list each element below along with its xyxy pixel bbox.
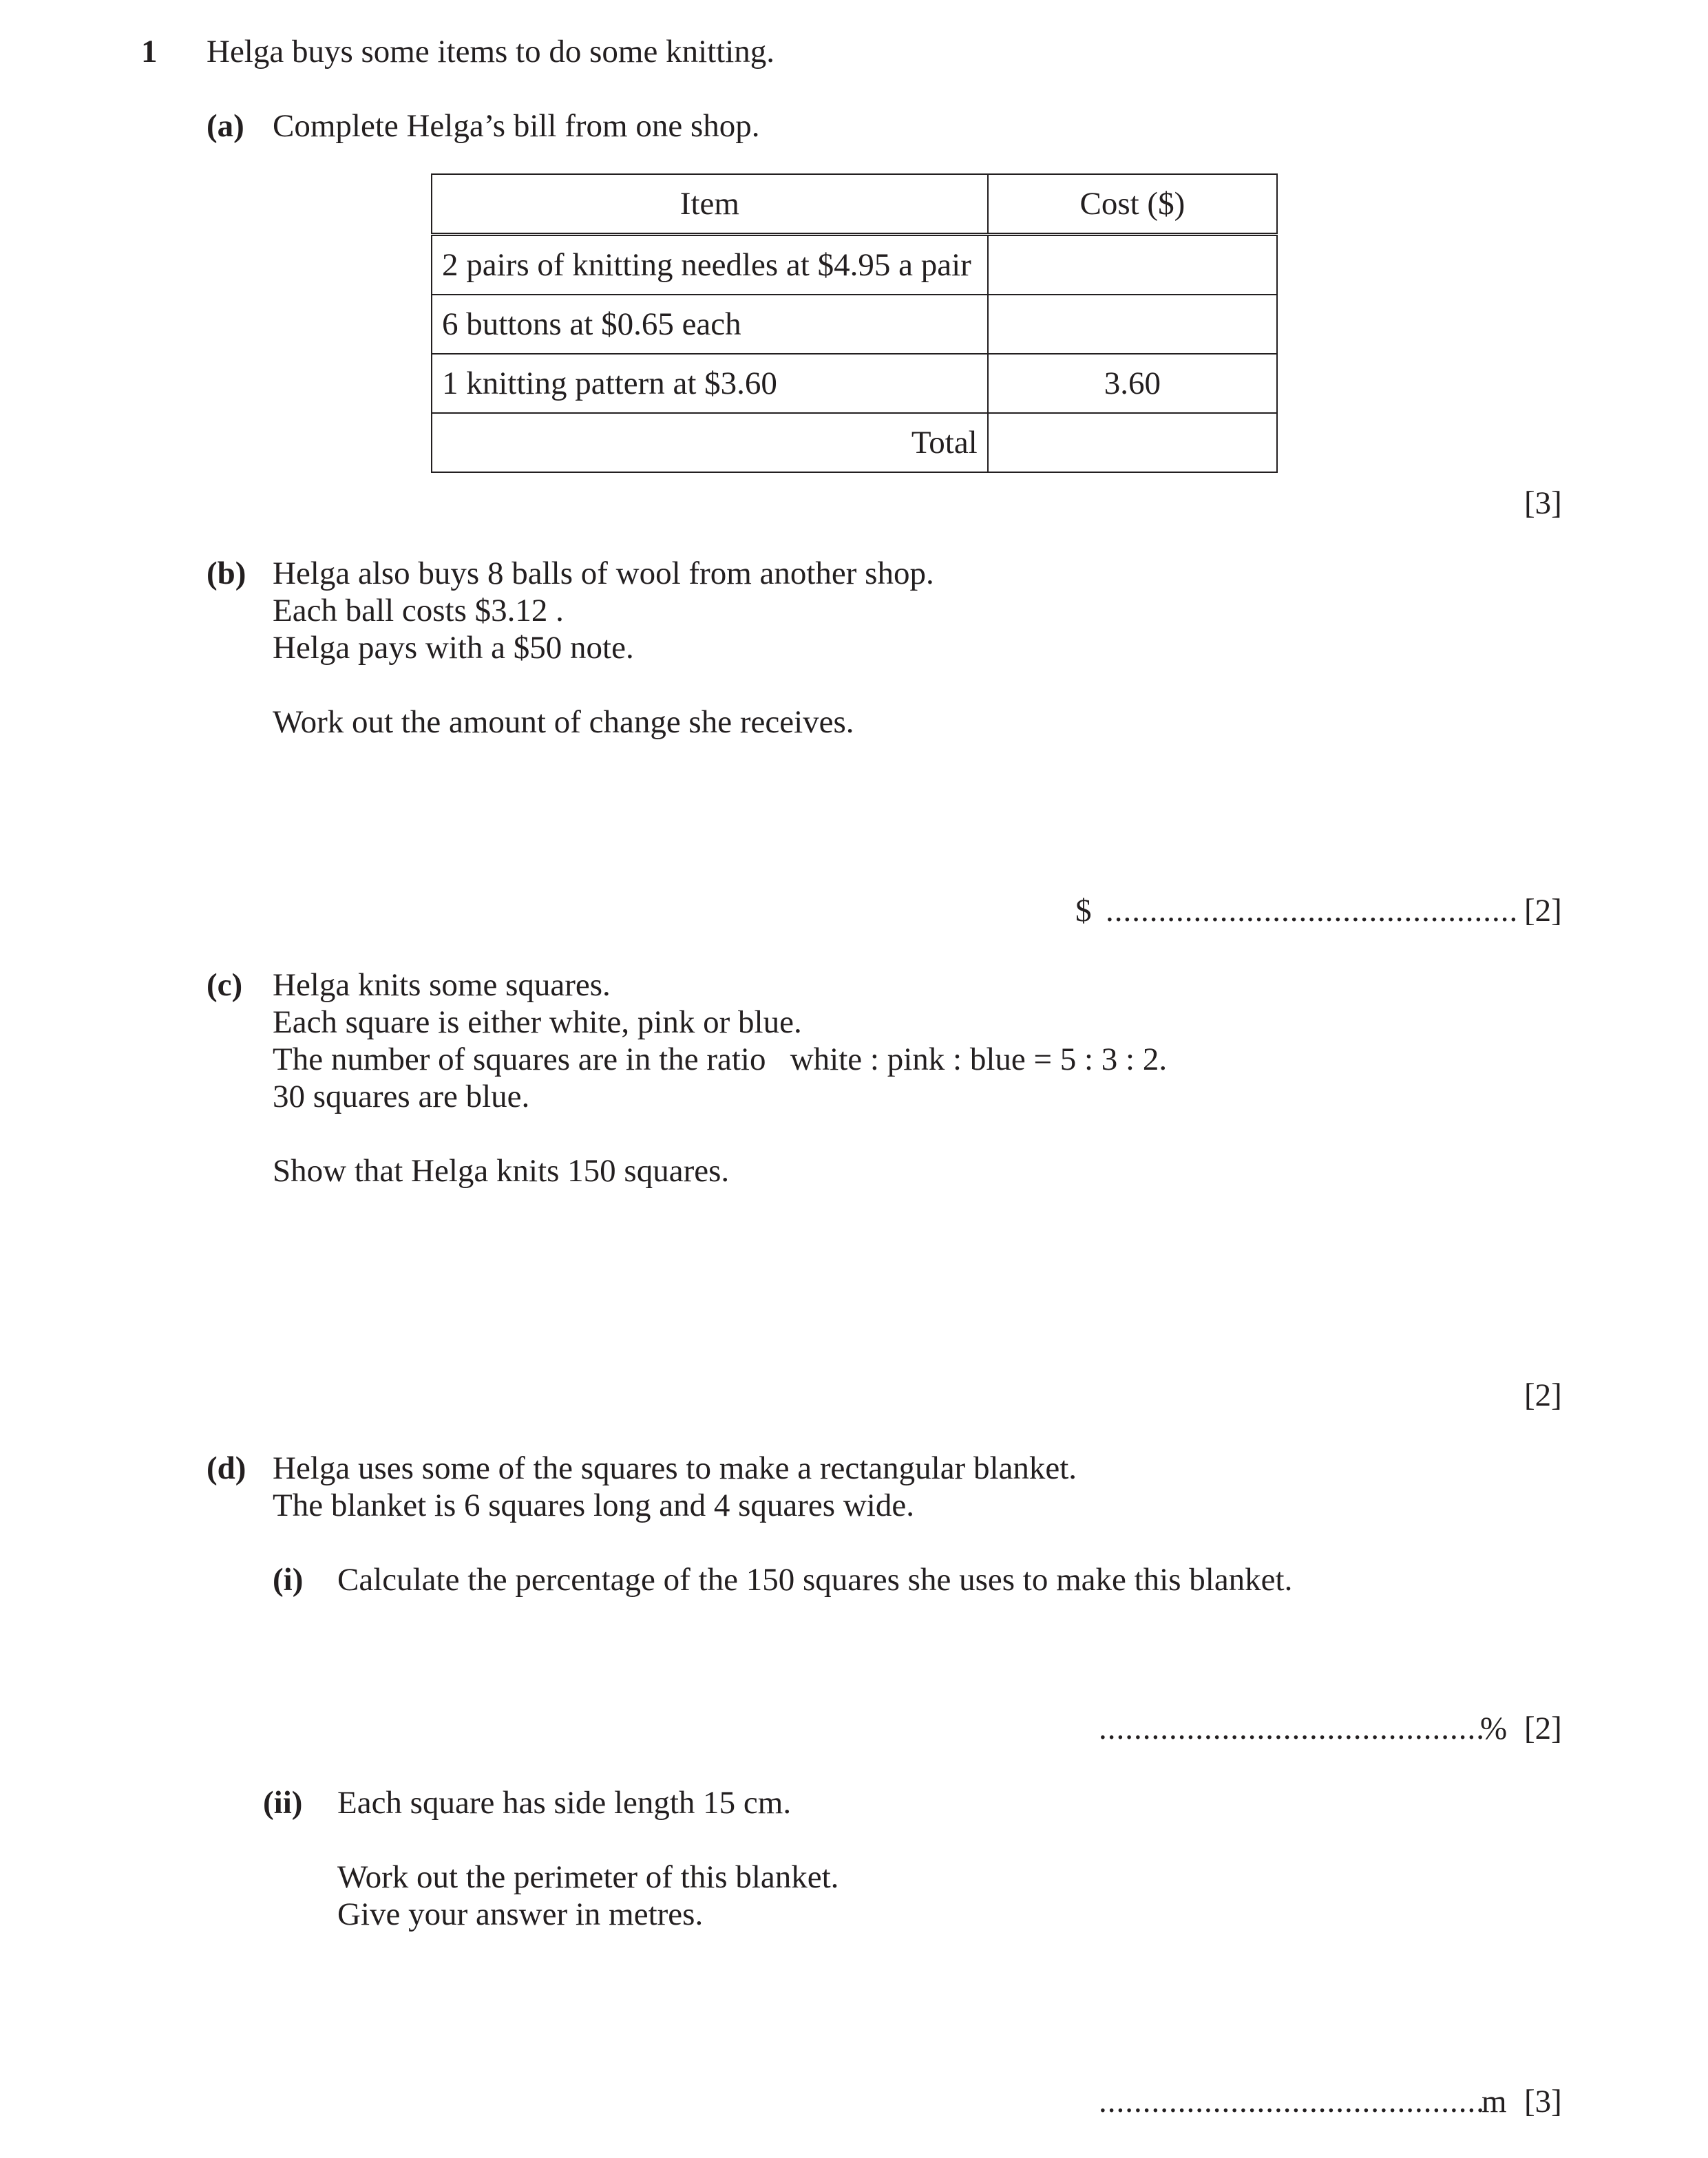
part-b-answer-prefix: $ [1075, 893, 1092, 929]
part-c-label: (c) [207, 967, 243, 1003]
table-row [432, 354, 1277, 413]
bill-table [431, 173, 1278, 473]
part-c-line-4: 30 squares are blue. [273, 1079, 530, 1114]
part-b-line-1: Helga also buys 8 balls of wool from another shop. [273, 556, 934, 591]
part-d-i-unit: % [1480, 1711, 1508, 1746]
part-d-i-answer-line[interactable]: ............................................ [1099, 1711, 1485, 1746]
table-total-row [432, 413, 1277, 472]
part-a-instruction: Complete Helga’s bill from one shop. [273, 108, 760, 144]
cost-input-cell[interactable] [988, 235, 1277, 295]
part-d-i-marks: [2] [1524, 1711, 1562, 1746]
header-item: Item [432, 174, 988, 235]
part-d-ii-task-1: Work out the perimeter of this blanket. [337, 1859, 839, 1895]
header-cost: Cost ($) [988, 174, 1277, 235]
part-d-ii-task-2: Give your answer in metres. [337, 1896, 704, 1932]
cost-input-cell[interactable] [988, 295, 1277, 354]
table-row [432, 235, 1277, 295]
part-b-marks: [2] [1524, 893, 1562, 929]
table-row [432, 295, 1277, 354]
part-d-ii-line: Each square has side length 15 cm. [337, 1785, 792, 1821]
question-stem: Helga buys some items to do some knitting. [207, 34, 775, 70]
part-d-ii-unit: m [1482, 2084, 1507, 2119]
item-cell: 1 knitting pattern at $3.60 [432, 354, 988, 413]
part-c-line-2: Each square is either white, pink or blue. [273, 1004, 802, 1040]
part-b-line-3: Helga pays with a $50 note. [273, 630, 634, 666]
part-b-label: (b) [207, 556, 246, 591]
part-d-label: (d) [207, 1450, 246, 1486]
item-cell: 2 pairs of knitting needles at $4.95 a pair [432, 235, 988, 295]
part-b-answer-line[interactable]: ............................................... [1106, 893, 1519, 929]
part-c-line-3: The number of squares are in the ratio white : pink : blue = 5 : 3 : 2. [273, 1041, 1168, 1077]
part-d-ii-marks: [3] [1524, 2084, 1562, 2119]
table-header-row [432, 174, 1277, 235]
question-number: 1 [141, 34, 158, 70]
cost-cell: 3.60 [988, 354, 1277, 413]
part-b-task: Work out the amount of change she receives. [273, 704, 854, 740]
part-d-line-2: The blanket is 6 squares long and 4 squares wide. [273, 1488, 914, 1523]
part-d-ii-answer-line[interactable]: ............................................ [1099, 2084, 1485, 2119]
part-a-label: (a) [207, 108, 244, 144]
part-d-i-label: (i) [273, 1562, 304, 1598]
part-c-marks: [2] [1524, 1377, 1562, 1413]
total-input-cell[interactable] [988, 413, 1277, 472]
total-label: Total [432, 413, 988, 472]
part-c-task: Show that Helga knits 150 squares. [273, 1153, 730, 1189]
part-d-i-task: Calculate the percentage of the 150 squares she uses to make this blanket. [337, 1562, 1293, 1598]
part-a-marks: [3] [1524, 485, 1562, 521]
part-b-line-2: Each ball costs $3.12 . [273, 593, 564, 628]
part-d-ii-label: (ii) [263, 1785, 303, 1821]
item-cell: 6 buttons at $0.65 each [432, 295, 988, 354]
part-c-line-1: Helga knits some squares. [273, 967, 611, 1003]
part-d-line-1: Helga uses some of the squares to make a rectangular blanket. [273, 1450, 1077, 1486]
